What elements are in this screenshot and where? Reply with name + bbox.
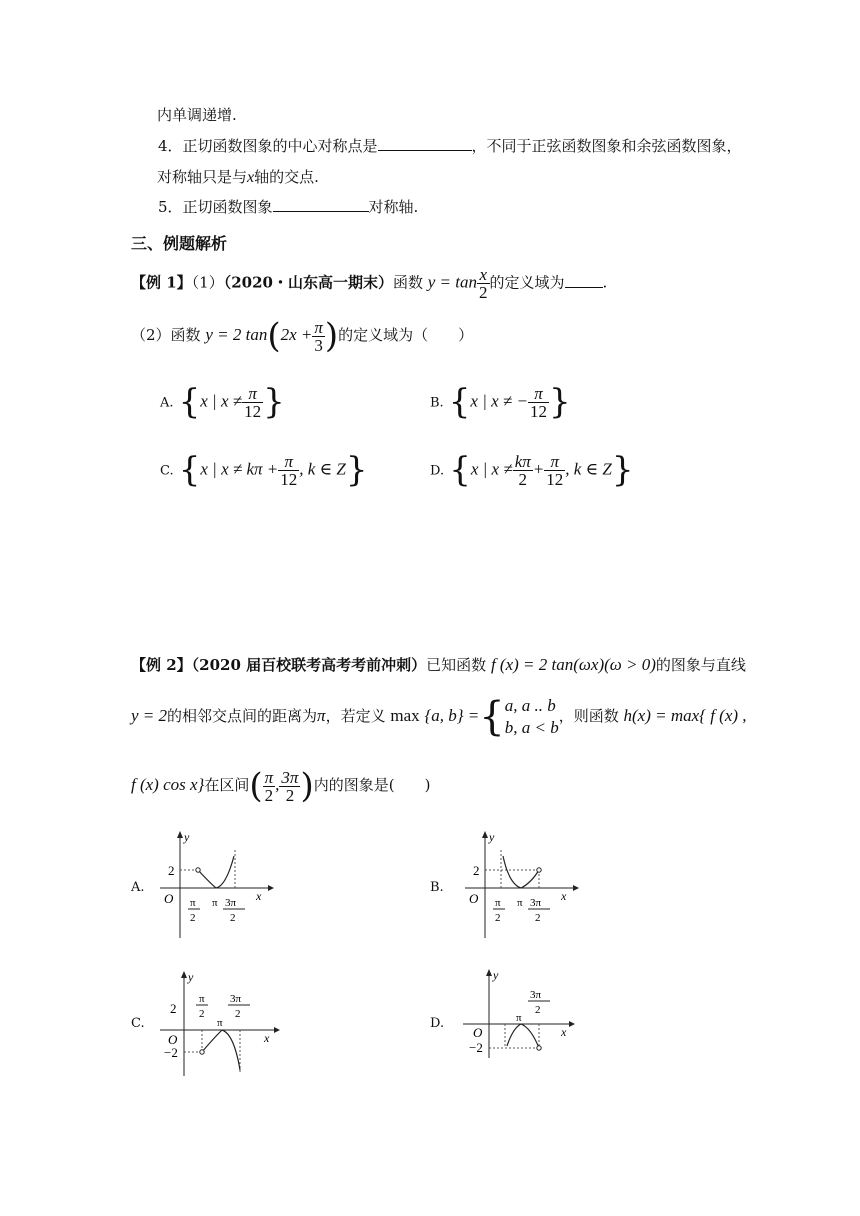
option-b[interactable]	[430, 382, 571, 422]
option-d-fraction-1	[513, 453, 533, 488]
tick-pi-half-den: 2	[199, 1008, 205, 1020]
case-2: b, a < b	[504, 718, 559, 737]
y-tick-2: 2	[170, 1001, 177, 1016]
graph-b-label[interactable]: B.	[430, 880, 444, 895]
blank-symmetry-axis	[273, 211, 369, 212]
option-d-num1: kπ	[514, 451, 531, 471]
option-c-num: π	[278, 453, 299, 471]
q1-num: x	[477, 266, 490, 284]
curve	[503, 856, 539, 888]
option-b-fraction	[528, 385, 549, 420]
option-c-fraction	[278, 453, 299, 488]
cases	[505, 695, 559, 739]
ex2-line-y2: y = 2	[131, 706, 168, 725]
ex2-h: h(x) = max{ f (x) ,	[623, 706, 747, 725]
option-d-fraction-2	[544, 453, 565, 488]
y-label: y	[188, 970, 194, 984]
tick-3pi-half-num: 3π	[225, 897, 237, 909]
ex2-function: f (x) = 2 tan(ωx)(ω > 0)	[490, 655, 656, 674]
option-c-den: 12	[280, 469, 298, 489]
graph-c[interactable]	[150, 966, 285, 1081]
brace-open: {	[448, 382, 471, 422]
tick-pi-half-num: π	[199, 993, 205, 1005]
item-4-text-c1: 对称轴只是与	[157, 168, 248, 186]
ex2-fcos: f (x) cos x}	[131, 775, 205, 794]
q1-end: .	[602, 273, 608, 292]
graph-a[interactable]	[150, 828, 280, 943]
q1-func: y = tan	[427, 272, 478, 292]
origin-label: O	[164, 891, 174, 906]
option-d-plus: +	[532, 459, 545, 479]
q1-den: 2	[479, 283, 488, 302]
tick-pi-half-num: π	[190, 897, 196, 909]
line-monotonic: 内单调递增.	[157, 106, 237, 124]
y-label: y	[184, 830, 190, 844]
example-2-label: 【例 2】	[131, 656, 192, 674]
item-5-line	[158, 196, 418, 217]
option-d-label: D.	[430, 463, 445, 479]
q2-prefix: （2）函数	[131, 326, 201, 344]
tick-3pi-half-num: 3π	[530, 897, 542, 909]
option-c-pre: x | x ≠ kπ +	[200, 459, 279, 479]
brace-close: }	[611, 450, 634, 490]
x-label: x	[561, 1025, 567, 1039]
option-a-den: 12	[244, 401, 262, 421]
example-1-source: （2020・山东高一期末）	[223, 273, 393, 292]
option-d-den1: 2	[518, 469, 527, 489]
y-arrow-icon	[181, 971, 187, 978]
item-4-line	[158, 135, 742, 156]
option-c-label: C.	[160, 463, 174, 479]
q1-text: 函数	[392, 273, 423, 292]
paren-open: (	[249, 766, 263, 806]
tick-pi-half-num: π	[495, 897, 501, 909]
tick-3pi-half-den: 2	[535, 912, 541, 924]
interval-d1: 2	[264, 785, 274, 805]
origin-label: O	[469, 891, 479, 906]
q2-pi: π	[314, 317, 323, 337]
x-arrow-icon	[573, 885, 579, 891]
option-d[interactable]	[430, 450, 633, 490]
tick-3pi-half-num: 3π	[230, 993, 242, 1005]
graph-b[interactable]	[455, 828, 585, 943]
q2-three: 3	[314, 335, 323, 355]
graph-d[interactable]	[455, 966, 585, 1066]
case-1: a, a .. b	[504, 696, 556, 715]
graph-a-label[interactable]: A.	[131, 880, 145, 895]
example-2-source: （2020 届百校联考高考考前冲刺）	[191, 656, 427, 674]
option-a-label: A.	[160, 395, 174, 411]
option-a-pre: x | x ≠	[200, 391, 243, 411]
interval-frac-1	[263, 769, 276, 804]
y-label: y	[489, 830, 495, 844]
brace-close: }	[549, 382, 571, 422]
q2-suffix: 的定义域为（ ）	[338, 326, 474, 344]
q1-fraction	[477, 266, 490, 301]
tick-3pi-half-den: 2	[235, 1008, 241, 1020]
item-5-text-b: 对称轴.	[368, 198, 419, 216]
interval-n2: 3π	[281, 767, 299, 787]
x-arrow-icon	[569, 1021, 575, 1027]
item-5-text: 5．正切函数图象	[158, 198, 273, 216]
tick-pi: π	[516, 1012, 522, 1024]
option-a-fraction	[242, 385, 263, 420]
ex2-t7: 内的图象是( )	[313, 776, 431, 794]
origin-label: O	[473, 1025, 483, 1040]
ex2-t1: 已知函数	[426, 656, 487, 674]
origin-label: O	[168, 1032, 178, 1047]
x-label: x	[256, 889, 262, 903]
q1-blank	[565, 287, 603, 288]
option-b-label: B.	[430, 395, 444, 411]
interval-frac-2	[279, 769, 300, 804]
q1-prefix: （1）	[191, 273, 224, 292]
y-tick-2: 2	[168, 863, 175, 878]
open-point	[200, 1050, 204, 1054]
case-brace: {	[479, 694, 505, 740]
ex2-t5: ，则函数	[558, 707, 619, 725]
q2-func: y = 2 tan	[205, 325, 268, 344]
x-label: x	[561, 889, 567, 903]
q2-inner: 2x +	[280, 325, 313, 344]
curve	[198, 856, 234, 888]
x-arrow-icon	[268, 885, 274, 891]
y-tick-neg2: −2	[164, 1045, 178, 1060]
y-arrow-icon	[177, 831, 183, 838]
x-arrow-icon	[274, 1027, 280, 1033]
example-2-line-3: f (x) cos x}在区间( $\frac{\pi}{2}$ , $\frac{3\pi}{2}$ )内的图象是( )	[131, 766, 431, 806]
q1-suffix: 的定义域为	[489, 273, 565, 292]
interval-d2: 2	[285, 785, 295, 805]
tick-pi: π	[517, 897, 523, 909]
curve	[202, 1030, 240, 1070]
option-a-num: π	[242, 385, 263, 403]
blank-center-symmetry	[378, 150, 472, 151]
option-d-num2: π	[544, 453, 565, 471]
example-1-q1	[131, 266, 607, 301]
y-label: y	[493, 968, 499, 982]
ex2-ab: {a, b} =	[424, 706, 480, 725]
ex2-t6: 在区间	[204, 776, 250, 794]
brace-close: }	[345, 450, 368, 490]
graph-c-label[interactable]: C.	[131, 1016, 145, 1031]
brace-open: {	[178, 382, 201, 422]
option-b-num: π	[528, 385, 549, 403]
y-tick-2: 2	[473, 863, 480, 878]
tick-pi: π	[217, 1017, 223, 1029]
q2-fraction	[312, 319, 325, 354]
option-d-pre: x | x ≠	[470, 459, 513, 479]
curve	[507, 1024, 539, 1048]
ex2-pi: π	[317, 706, 326, 725]
tick-pi-half-den: 2	[495, 912, 501, 924]
brace-close: }	[263, 382, 285, 422]
example-2-line-2	[131, 694, 747, 740]
option-a[interactable]	[160, 382, 285, 422]
interval-n1: π	[264, 767, 274, 787]
y-arrow-icon	[486, 969, 492, 976]
example-2-line-1	[131, 654, 746, 675]
x-var: x	[247, 169, 255, 186]
option-b-pre: x | x ≠ −	[470, 391, 528, 411]
ex2-max: max	[390, 706, 420, 725]
option-c-post: , k ∈ Z	[299, 459, 346, 479]
tick-pi-half-den: 2	[190, 912, 196, 924]
ex2-t3: 的相邻交点间的距离为	[167, 707, 318, 725]
open-point	[537, 1046, 541, 1050]
example-1-q2	[131, 316, 473, 356]
section-title: 三、例题解析	[131, 234, 228, 253]
y-arrow-icon	[482, 831, 488, 838]
paren-open: (	[267, 316, 281, 356]
tick-3pi-half-den: 2	[230, 912, 236, 924]
open-point	[196, 868, 200, 872]
option-b-den: 12	[530, 401, 547, 421]
x-label: x	[264, 1031, 270, 1045]
tick-3pi-half-num: 3π	[530, 989, 542, 1001]
ex2-t2: 的图象与直线	[655, 656, 746, 674]
brace-open: {	[178, 450, 201, 490]
tick-3pi-half-den: 2	[535, 1004, 541, 1016]
item-4-text-b: ，不同于正弦函数图象和余弦函数图象，	[471, 137, 742, 155]
item-4-line-2	[157, 166, 319, 187]
item-4-text-c2: 轴的交点.	[254, 168, 319, 186]
option-d-den2: 12	[546, 469, 564, 489]
open-point	[537, 868, 541, 872]
tick-pi: π	[212, 897, 218, 909]
option-c[interactable]	[160, 450, 367, 490]
paren-close: )	[300, 766, 314, 806]
y-tick-neg2: −2	[469, 1040, 483, 1055]
item-4-text: 4．正切函数图象的中心对称点是	[158, 137, 378, 155]
example-1-label: 【例 1】	[131, 273, 192, 292]
paren-close: )	[324, 316, 339, 356]
option-d-post: , k ∈ Z	[565, 459, 612, 479]
graph-d-label[interactable]: D.	[430, 1016, 445, 1031]
brace-open: {	[449, 450, 471, 490]
ex2-t4: ，若定义	[325, 707, 386, 725]
